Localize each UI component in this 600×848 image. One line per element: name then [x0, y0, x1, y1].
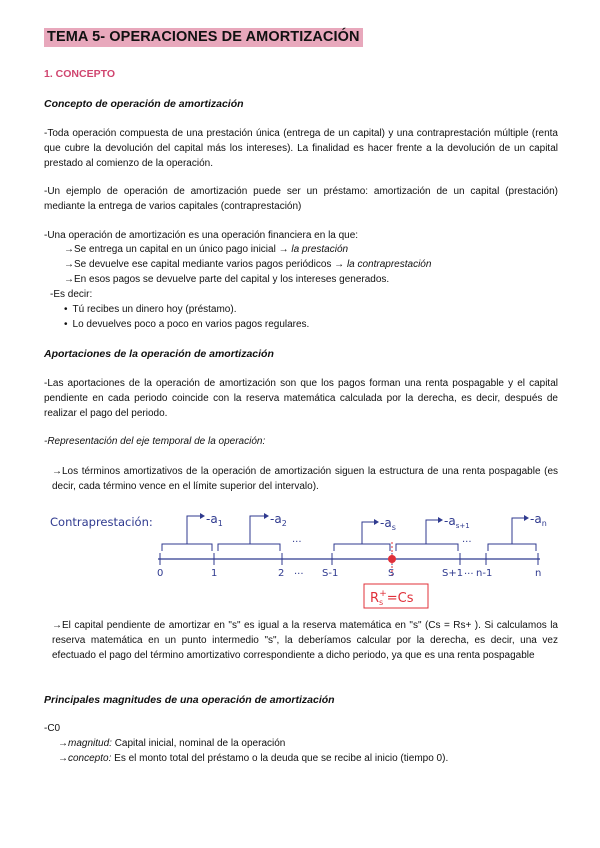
arrow-line-prestacion-text: →Se entrega un capital en un único pago inicial → — [64, 244, 292, 255]
formula-text: $R_s+=Cs$ — [370, 589, 414, 607]
bracket — [218, 544, 280, 551]
tick-label: 0 — [157, 568, 164, 579]
bracket — [162, 544, 212, 551]
term-label: $-a_n$ — [530, 512, 547, 528]
paragraph-capital-pendiente: →El capital pendiente de amortizar en "s" es igual a la reserva matemática en "s" (Cs = Rs+ ). Si calculamos la reserva matemática en un punto intermedio "s", la deberíamos calcular por la derecha, es decir, una vez efectuado el pago del término amortizativo correspondiente a dicho periodo, ya que es una renta pospagable — [52, 620, 558, 661]
tick-label: n — [535, 568, 542, 579]
subheading-aportaciones: Aportaciones de la operación de amortización — [44, 348, 274, 360]
payment-arrows — [187, 516, 524, 544]
arrow-head — [264, 513, 269, 519]
arrow-head — [438, 517, 443, 523]
payment-arrow — [362, 522, 374, 544]
paragraph-terminos: →Los términos amortizativos de la operación de amortización siguen la estructura de una renta pospagable (es decir, cada término vence en el límite superior del intervalo). — [52, 466, 558, 492]
tick-label: S — [388, 568, 395, 579]
arrow-line-contraprestacion-term: la contraprestación — [346, 259, 432, 270]
bracket — [334, 544, 390, 551]
arrow-head — [200, 513, 205, 519]
timeline-svg — [40, 506, 560, 616]
subheading-magnitudes: Principales magnitudes de una operación de amortización — [44, 694, 335, 706]
magnitude-c0: -C0 — [44, 723, 61, 734]
subheading-concepto: Concepto de operación de amortización — [44, 98, 244, 110]
term-label: $-a_s$ — [380, 516, 396, 532]
tick-label: 2 — [278, 568, 285, 579]
payment-arrow — [512, 518, 524, 544]
tick-label: S+1 — [442, 568, 464, 579]
payment-arrow — [250, 516, 264, 544]
tick-label: 1 — [211, 568, 218, 579]
ellipsis: ... — [462, 534, 472, 545]
payment-arrow — [187, 516, 200, 544]
paragraph-operation-intro: -Una operación de amortización es una operación financiera en la que: — [44, 230, 359, 241]
magnitude-line — [58, 737, 285, 751]
bullet-item: • Tú recibes un dinero hoy (préstamo). — [64, 303, 236, 317]
paragraph-example: -Un ejemplo de operación de amortización puede ser un préstamo: amortización de un capital (prestación) mediante la entrega de varios capitales (contraprestación) — [44, 186, 558, 212]
arrow-head — [374, 519, 379, 525]
es-decir-label: -Es decir: — [50, 289, 93, 300]
tick-label: n-1 — [476, 568, 493, 579]
term-label: $-a_{s+1}$ — [444, 514, 470, 530]
contraprestacion-label: Contraprestación: — [50, 515, 153, 529]
paragraph-aportaciones: -Las aportaciones de la operación de amortización son que los pagos forman una renta pospagable y el capital pendiente en cada periodo coincide con la reserva matemática calculada por la derecha, es decir, después de realizar el pago del periodo. — [44, 378, 558, 419]
bracket — [396, 544, 458, 551]
term-label: $-a_2$ — [270, 512, 287, 528]
ellipsis: ... — [292, 534, 302, 545]
ellipsis: ... — [294, 566, 304, 577]
arrow-line-prestacion — [64, 243, 348, 257]
concept-text: Es el monto total del préstamo o la deuda que se recibe al inicio (tiempo 0). — [111, 753, 449, 764]
bullet-item: • Lo devuelves poco a poco en varios pagos regulares. — [64, 318, 309, 332]
paragraph-definition: -Toda operación compuesta de una prestación única (entrega de un capital) y una contraprestación múltiple (renta que cubre la devolución del capital más los intereses). La finalidad es hacer frente a la devolución de un capital prestado al comienzo de la operación. — [44, 128, 558, 169]
interval-brackets — [162, 544, 536, 551]
timeline-diagram — [40, 506, 560, 616]
payment-arrow — [426, 520, 438, 544]
s-marker-dot — [388, 555, 396, 563]
term-label: $-a_1$ — [206, 512, 223, 528]
arrow-line-contraprestacion — [64, 258, 431, 272]
page-title: TEMA 5- OPERACIONES DE AMORTIZACIÓN — [44, 28, 363, 47]
arrow-line-intereses: →En esos pagos se devuelve parte del capital y los intereses generados. — [64, 274, 390, 285]
arrow-line-prestacion-term: la prestación — [291, 244, 349, 255]
concept-line — [58, 752, 448, 766]
concept-label: →concepto: — [58, 753, 112, 764]
section-heading-concepto: 1. CONCEPTO — [44, 68, 115, 80]
tick-label: S-1 — [322, 568, 339, 579]
arrow-head — [524, 515, 529, 521]
arrow-line-contraprestacion-text: →Se devuelve ese capital mediante varios pagos periódicos → — [64, 259, 347, 270]
magnitude-label: →magnitud: — [58, 738, 112, 749]
magnitude-text: Capital inicial, nominal de la operación — [111, 738, 286, 749]
ellipsis: ... — [464, 566, 474, 577]
arrow-heads — [200, 513, 529, 525]
paragraph-representacion: -Representación del eje temporal de la operación: — [44, 436, 266, 447]
bracket — [488, 544, 536, 551]
